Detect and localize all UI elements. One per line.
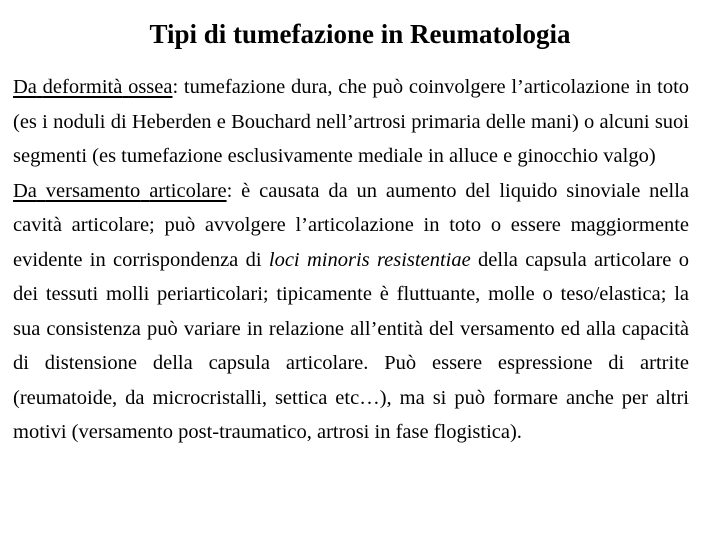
label-word: versamento xyxy=(45,179,141,202)
italic-latin-term: loci minoris resistentiae xyxy=(268,248,471,271)
slide-title: Tipi di tumefazione in Reumatologia xyxy=(149,19,571,49)
label-word: articolare xyxy=(149,179,227,202)
label-gap xyxy=(140,180,149,202)
paragraph-text: tumefazione dura, che può coinvolgere l’articolazione in toto (es i noduli di Heberden e Bouchard nell’artrosi primaria delle mani) o alcuni suoi segmenti (es tumefazione esclusivamente mediale in alluce e ginocchio valgo) xyxy=(13,76,690,167)
slide-body xyxy=(13,70,689,450)
paragraph-text: è causata da un aumento del liquido sinoviale nella cavità articolare; può avvolgere l’articolazione in toto o essere maggiormente evidente in corrispondenza di xyxy=(13,179,690,271)
label-colon: : xyxy=(172,76,179,98)
label-colon: : xyxy=(226,179,233,202)
paragraph-versamento-articolare xyxy=(13,174,689,450)
label-word: ossea xyxy=(128,76,173,98)
label-gap xyxy=(37,180,46,202)
label-word: deformità xyxy=(42,76,123,98)
label-word: Da xyxy=(13,76,37,98)
paragraph-text: della capsula articolare o dei tessuti molli periarticolari; tipicamente è fluttuante, molle o teso/elastica; la sua consistenza può variare in relazione all’entità del versamento ed alla capacità di distensione della capsula articolare. Può essere espressione di artrite (reumatoide, da microcristalli, settica etc…), ma si può formare anche per altri motivi (versamento post-traumatico, artrosi in fase flogistica). xyxy=(13,248,689,443)
paragraph-deformita-ossea xyxy=(13,70,689,174)
label-word: Da xyxy=(13,179,37,202)
